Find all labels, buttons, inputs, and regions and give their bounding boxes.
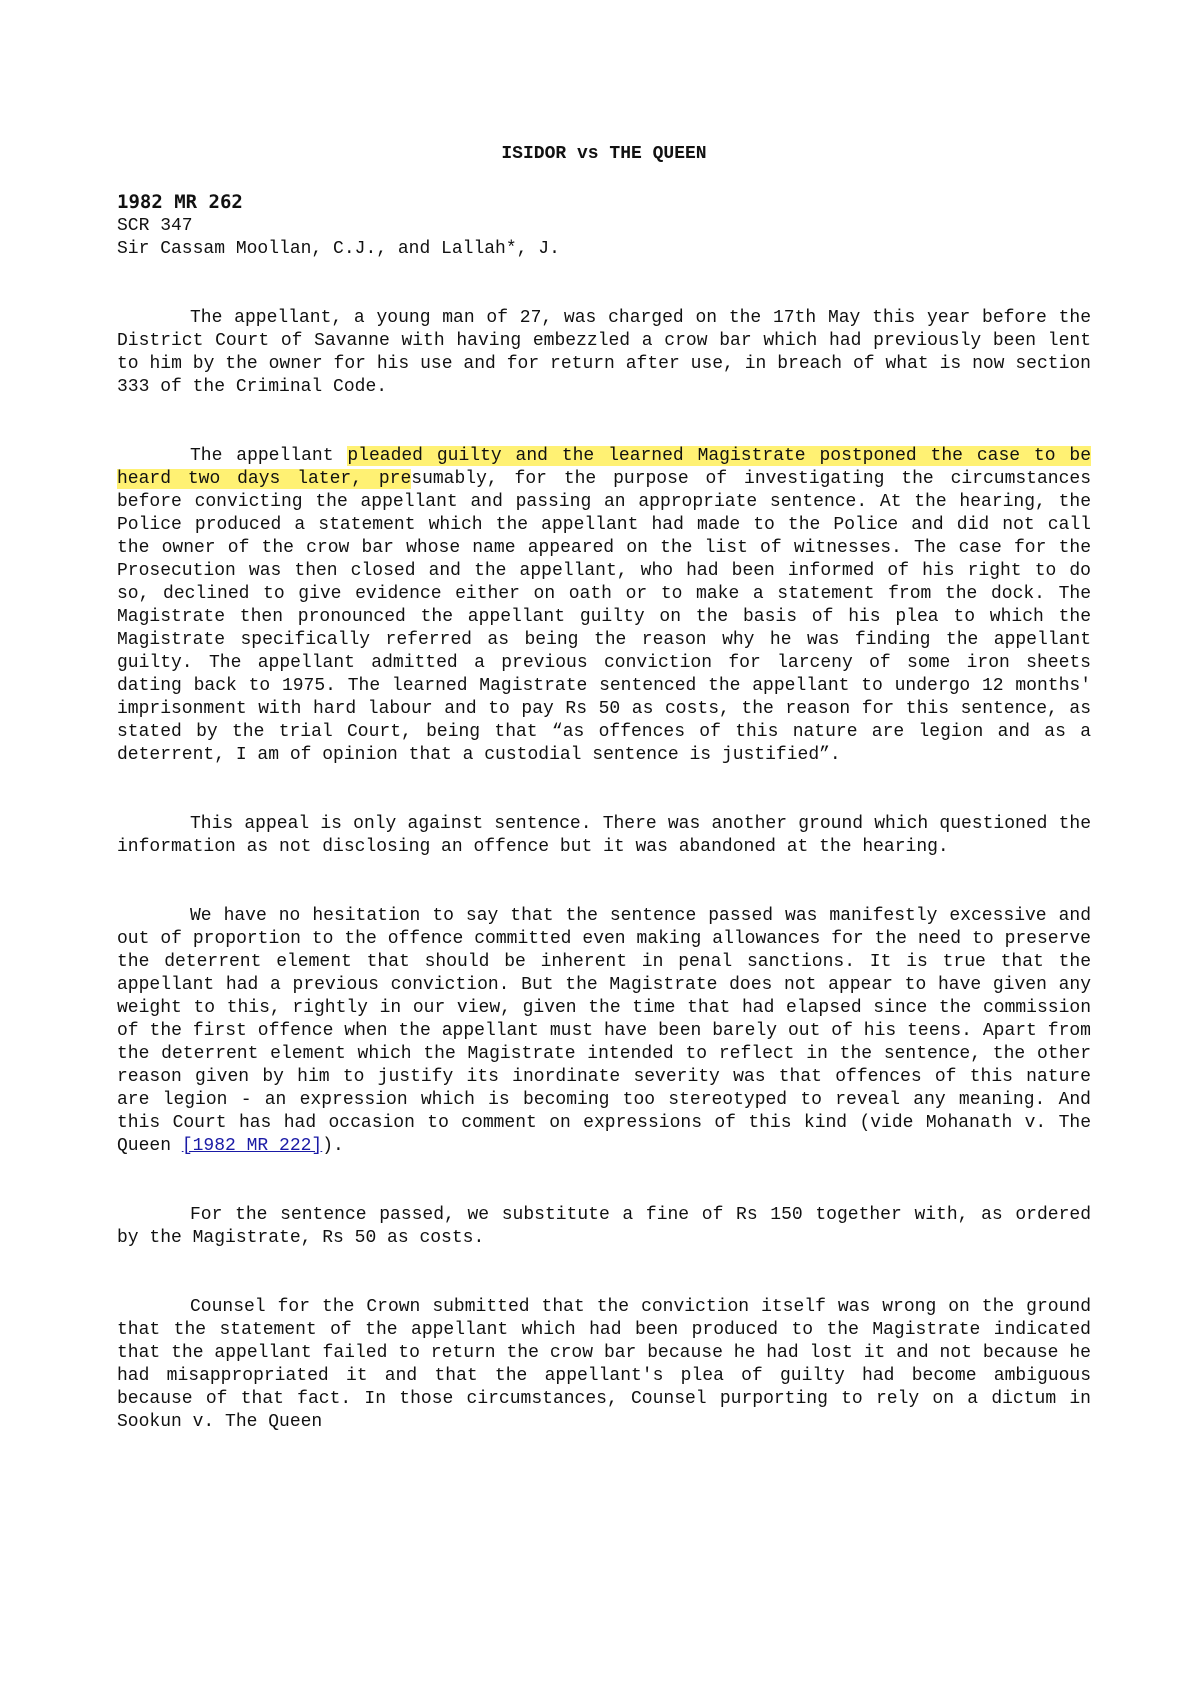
paragraph-plea-start: The appellant: [190, 446, 348, 466]
paragraph-crown-submission: Counsel for the Crown submitted that the conviction itself was wrong on the ground that the statement of the appellant which had been produced to the Magistrate indicated that the appellant failed to return the crow bar because he had lost it and not because he had misappropriated it and that the appellant's plea of guilty had become ambiguous because of that fact. In those circumstances, Counsel purporting to rely on a dictum in Sookun v. The Queen: [117, 1297, 1091, 1432]
paragraph-plea: [117, 445, 1091, 767]
paragraph-appeal-ground: This appeal is only against sentence. There was another ground which questioned the information as not disclosing an offence but it was abandoned at the hearing.: [117, 814, 1091, 857]
paragraph-excessive-text: We have no hesitation to say that the sentence passed was manifestly excessive and out of proportion to the offence committed even making allowances for the need to preserve the deterrent element that should be inherent in penal sanctions. It is true that the appellant had a previous conviction. But the Magistrate does not appear to have given any weight to this, rightly in our view, given the time that had elapsed since the commission of the first offence when the appellant must have been barely out of his teens. Apart from the deterrent element which the Magistrate intended to reflect in the sentence, the other reason given by him to justify its inordinate severity was that offences of this nature are legion - an expression which is becoming too stereotyped to reveal any meaning. And this Court has had occasion to comment on expressions of this kind (vide Mohanath v. The Queen: [117, 906, 1091, 1156]
case-title: ISIDOR vs THE QUEEN: [501, 144, 707, 164]
paragraph-substitute-fine: For the sentence passed, we substitute a fine of Rs 150 together with, as ordered by the Magistrate, Rs 50 as costs.: [117, 1205, 1091, 1248]
judges-line: Sir Cassam Moollan, C.J., and Lallah*, J.: [117, 239, 560, 259]
document-page: [117, 143, 1091, 1480]
paragraph-plea-rest: sumably, for the purpose of investigating the circumstances before convicting the appellant and passing an appropriate sentence. At the hearing, the Police produced a statement which the appellant had made to the Police and did not call the owner of the crow bar whose name appeared on the list of witnesses. The case for the Prosecution was then closed and the appellant, who had been informed of his right to do so, declined to give evidence either on oath or to make a statement from the dock. The Magistrate then pronounced the appellant guilty on the basis of his plea to which the Magistrate specifically referred as being the reason why he was finding the appellant guilty. The appellant admitted a previous conviction for larceny of some iron sheets dating back to 1975. The learned Magistrate sentenced the appellant to undergo 12 months' imprisonment with hard labour and to pay Rs 50 as costs, the reason for this sentence, as stated by the trial Court, being that “as offences of this nature are legion and as a deterrent, I am of opinion that a custodial sentence is justified”.: [117, 469, 1091, 765]
case-reference-link[interactable]: [1982 MR 222]: [181, 1136, 323, 1156]
paragraph-charge: The appellant, a young man of 27, was charged on the 17th May this year before the District Court of Savanne with having embezzled a crow bar which had previously been lent to him by the owner for his use and for return after use, in breach of what is now section 333 of the Criminal Code.: [117, 308, 1091, 397]
paragraph-excessive-end: ).: [322, 1136, 344, 1156]
paragraph-excessive-sentence: [117, 905, 1091, 1158]
highlighted-text[interactable]: pleaded guilty and the learned Magistrate postponed the case to be heard two days later, pre: [117, 446, 1091, 489]
case-citation: 1982 MR 262: [117, 191, 243, 213]
secondary-citation: SCR 347: [117, 216, 193, 236]
case-metadata: [117, 190, 1091, 261]
